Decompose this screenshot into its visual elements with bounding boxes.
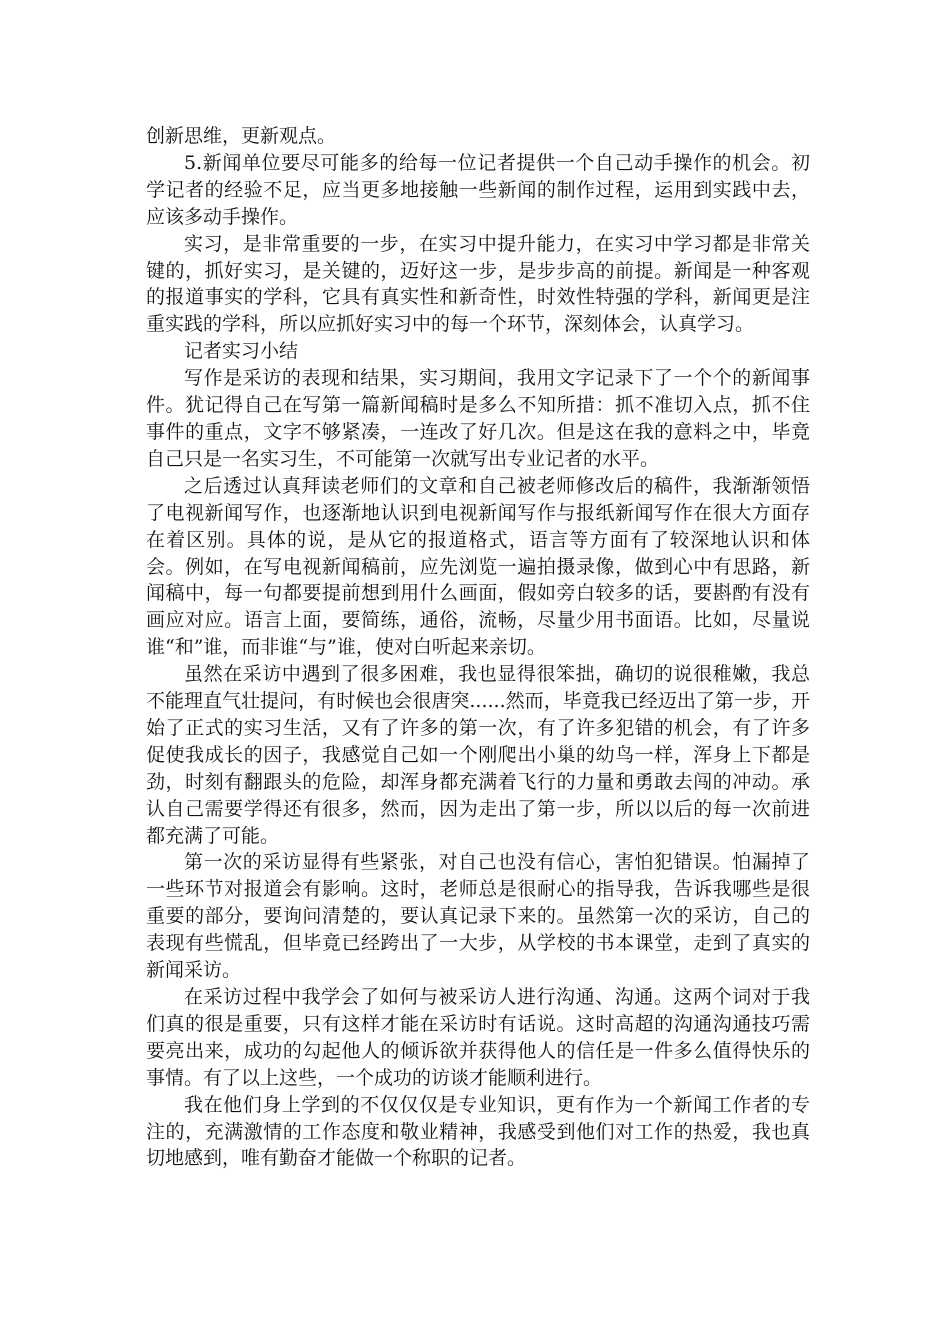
paragraph-first-interview: 第一次的采访显得有些紧张，对自己也没有信心，害怕犯错误。怕漏掉了一些环节对报道会有影响。这时，老师总是很耐心的指导我，告诉我哪些是很重要的部分，要询问清楚的，要认真记录下来的。虽然第一次的采访，自己的表现有些慌乱，但毕竟已经跨出了一大步，从学校的书本课堂，走到了真实的新闻采访。: [146, 851, 810, 982]
paragraph-internship-importance: 实习，是非常重要的一步，在实习中提升能力，在实习中学习都是非常关键的，抓好实习，是关键的，迈好这一步，是步步高的前提。新闻是一种客观的报道事实的学科，它具有真实性和新奇性，时效性特强的学科，新闻更是注重实践的学科，所以应抓好实习中的每一个环节，深刻体会，认真学习。: [146, 232, 810, 336]
paragraph-tv-news-writing: 之后透过认真拜读老师们的文章和自己被老师修改后的稿件，我渐渐领悟了电视新闻写作，也逐渐地认识到电视新闻写作与报纸新闻写作在很大方面存在着区别。具体的说，是从它的报道格式，语言等方面有了较深地认识和体会。例如，在写电视新闻稿前，应先浏览一遍拍摄录像，做到心中有思路，新闻稿中，每一句都要提前想到用什么画面，假如旁白较多的话，要斟酌有没有画应对应。语言上面，要简练，通俗，流畅，尽量少用书面语。比如，尽量说谁“和”谁，而非谁“与”谁，使对白听起来亲切。: [146, 474, 810, 659]
paragraph-continuation: 创新思维，更新观点。: [146, 125, 337, 147]
paragraph-difficulties: 虽然在采访中遇到了很多困难，我也显得很笨拙，确切的说很稚嫩，我总不能理直气壮提问，有时候也会很唐突......然而，毕竟我已经迈出了第一步，开始了正式的实习生活，又有了许多的第一次，有了许多犯错的机会，有了许多促使我成长的因子，我感觉自己如一个刚爬出小巢的幼鸟一样，浑身上下都是劲，时刻有翻跟头的危险，却浑身都充满着飞行的力量和勇敢去闯的冲动。承认自己需要学得还有很多，然而，因为走出了第一步，所以以后的每一次前进都充满了可能。: [146, 663, 810, 847]
paragraph-writing: 写作是采访的表现和结果，实习期间，我用文字记录下了一个个的新闻事件。犹记得自己在写第一篇新闻稿时是多么不知所措：抓不准切入点，抓不住事件的重点，文字不够紧凑，一连改了好几次。但是这在我的意料之中，毕竟自己只是一名实习生，不可能第一次就写出专业记者的水平。: [146, 367, 810, 470]
paragraph-lessons: 我在他们身上学到的不仅仅仅是专业知识，更有作为一个新闻工作者的专注的，充满激情的工作态度和敬业精神，我感受到他们对工作的热爱，我也真切地感到，唯有勤奋才能做一个称职的记者。: [146, 1093, 810, 1170]
paragraph-communication: 在采访过程中我学会了如何与被采访人进行沟通、沟通。这两个词对于我们真的很是重要，只有这样才能在采访时有话说。这时高超的沟通沟通技巧需要亮出来，成功的勾起他人的倾诉欲并获得他人的信任是一件多么值得快乐的事情。有了以上这些，一个成功的访谈才能顺利进行。: [146, 986, 810, 1089]
document-body: [146, 123, 810, 1172]
section-heading: 记者实习小结: [184, 340, 299, 363]
paragraph-suggestion-5: 5.新闻单位要尽可能多的给每一位记者提供一个自己动手操作的机会。初学记者的经验不足，应当更多地接触一些新闻的制作过程，运用到实践中去，应该多动手操作。: [146, 151, 810, 228]
